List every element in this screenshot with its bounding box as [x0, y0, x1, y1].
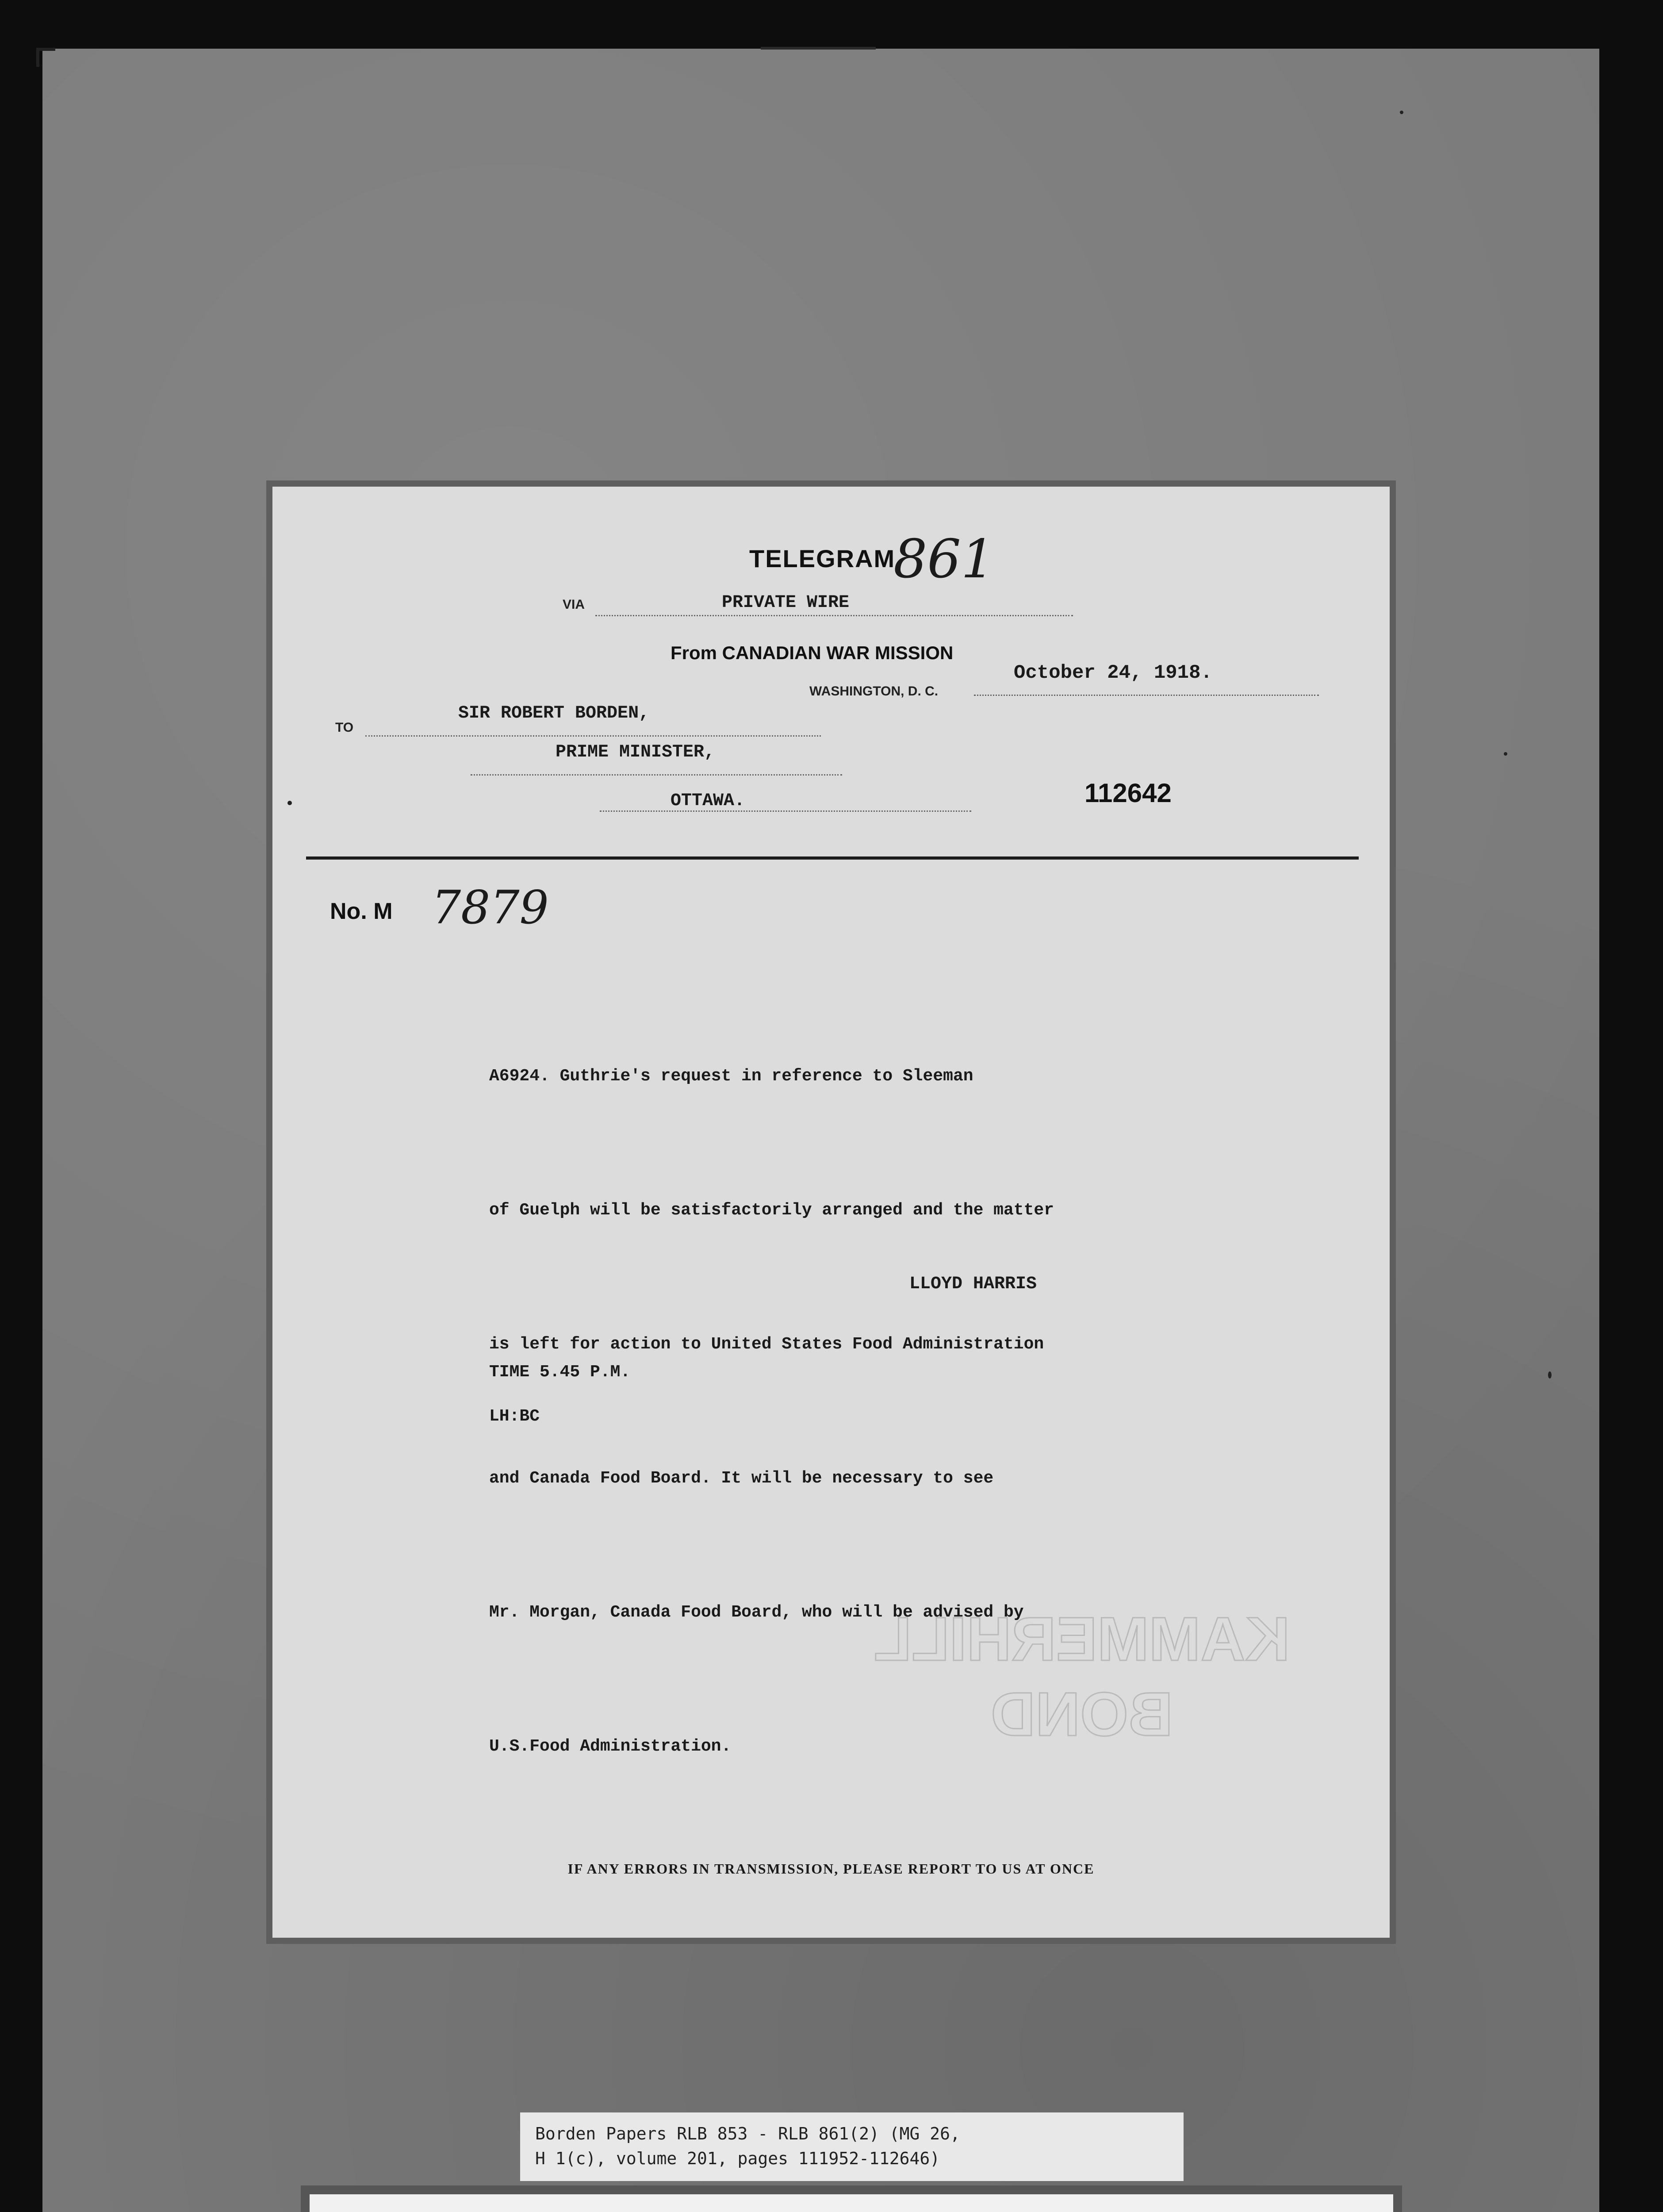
recipient-city: OTTAWA.: [671, 791, 745, 811]
scan-speck: [287, 801, 292, 805]
typist-reference: LH:BC: [489, 1407, 540, 1426]
transmission-error-notice: IF ANY ERRORS IN TRANSMISSION, PLEASE REPORT TO US AT ONCE: [567, 1861, 1095, 1877]
telegram-date: October 24, 1918.: [1014, 662, 1212, 684]
message-line: A6924. Guthrie's request in reference to Sleeman: [489, 1067, 973, 1086]
to-label: TO: [335, 720, 354, 735]
top-edge-rule: [761, 47, 876, 50]
message-line: and Canada Food Board. It will be necessary to see: [489, 1469, 994, 1488]
to-dotted-line-2: [471, 774, 842, 776]
message-line: of Guelph will be satisfactorily arranged and the matter: [489, 1201, 1054, 1220]
reference-line-1: Borden Papers RLB 853 - RLB 861(2) (MG 26,: [535, 2124, 960, 2143]
signature: LLOYD HARRIS: [909, 1274, 1037, 1294]
scan-speck: [1548, 1371, 1552, 1379]
message-line: is left for action to United States Food Administration: [489, 1335, 1044, 1354]
via-label: VIA: [563, 597, 585, 612]
sender-line: From CANADIAN WAR MISSION: [671, 642, 954, 663]
recipient-name: SIR ROBERT BORDEN,: [458, 703, 650, 723]
scan-speck: [1504, 752, 1507, 756]
telegram-title: TELEGRAM: [749, 545, 896, 572]
date-dotted-line: [974, 695, 1319, 696]
message-number-label: No. M: [330, 899, 393, 924]
message-line: Mr. Morgan, Canada Food Board, who will be advised by: [489, 1603, 1024, 1622]
reference-line-2: H 1(c), volume 201, pages 111952-112646): [535, 2149, 940, 2168]
public-archives-card: [310, 2194, 1393, 2212]
handwritten-page-number: 861: [893, 529, 995, 590]
header-divider: [306, 856, 1359, 860]
transmission-time: TIME 5.45 P.M.: [489, 1363, 631, 1382]
handwritten-message-number: 7879: [432, 880, 549, 934]
via-dotted-line: [595, 615, 1073, 616]
sender-location: WASHINGTON, D. C.: [809, 684, 939, 699]
crop-corner-mark: [36, 48, 55, 67]
to-dotted-line-1: [365, 735, 821, 737]
recipient-title: PRIME MINISTER,: [556, 742, 715, 762]
to-dotted-line-3: [600, 810, 971, 812]
telegram-document: [272, 487, 1390, 1938]
document-number: 112642: [1084, 778, 1172, 808]
scan-speck: [1400, 111, 1403, 114]
message-line: U.S.Food Administration.: [489, 1737, 732, 1756]
bond-paper-watermark: KAMMERHILL BOND: [874, 1604, 1290, 1749]
message-body: [489, 964, 1330, 1858]
via-value: PRIVATE WIRE: [722, 593, 850, 613]
collection-reference-label: [520, 2112, 1184, 2181]
